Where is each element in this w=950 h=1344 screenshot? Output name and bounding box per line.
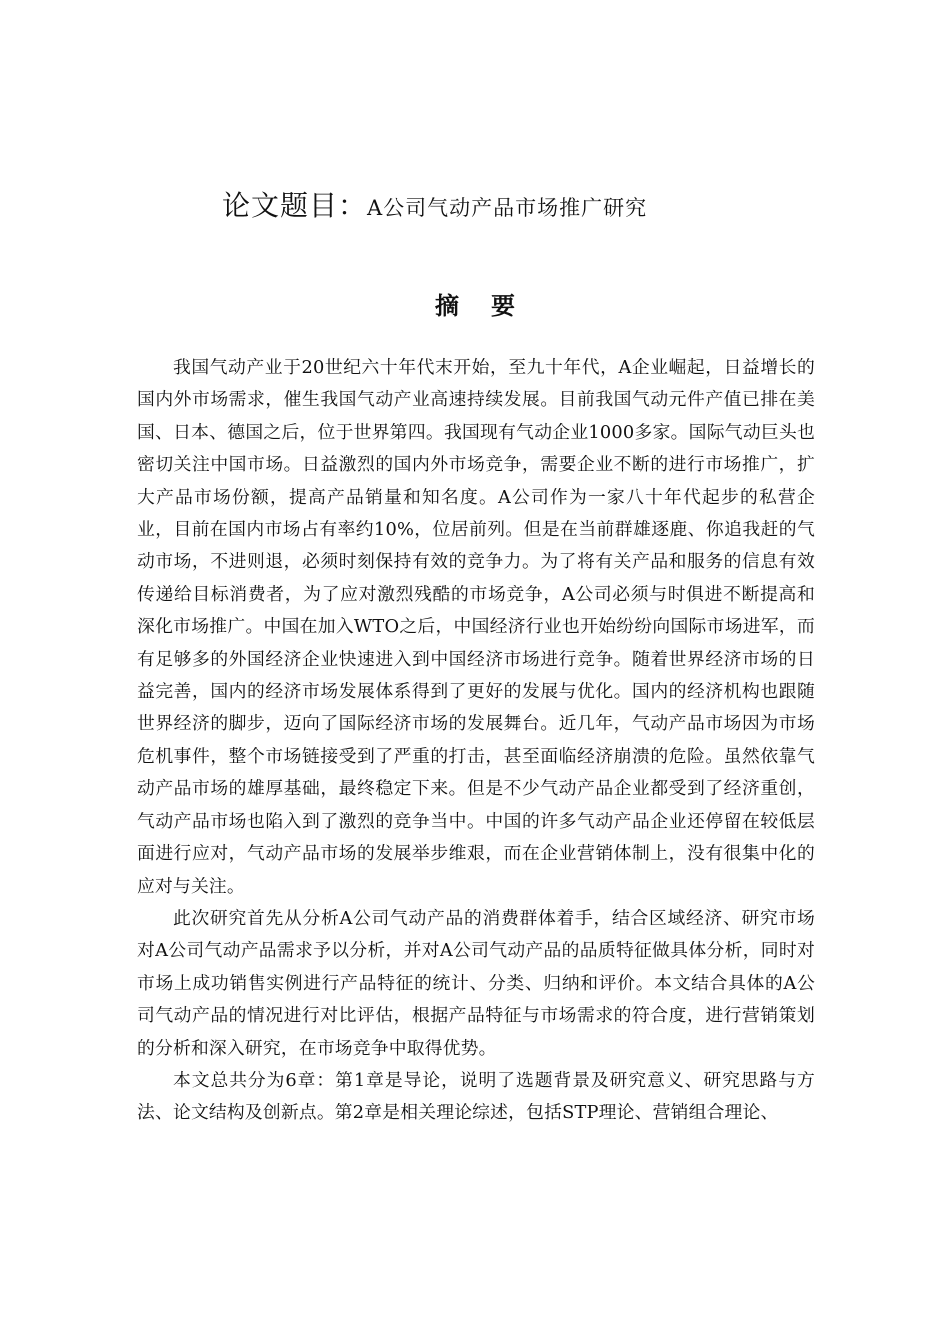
abstract-paragraph-3: 本文总共分为6章：第1章是导论，说明了选题背景及研究意义、研究思路与方法、论文结构及创新点。第2章是相关理论综述，包括STP理论、营销组合理论、	[137, 1069, 815, 1124]
thesis-title-label: 论文题目：	[222, 189, 368, 222]
thesis-title-line	[222, 186, 842, 230]
thesis-title-text: A公司气动产品市场推广研究	[367, 196, 648, 220]
abstract-paragraph-1: 我国气动产业于20世纪六十年代末开始，至九十年代，A企业崛起，日益增长的国内外市场需求，催生我国气动产业高速持续发展。目前我国气动元件产值已排在美国、日本、德国之后，位于世界第四。我国现有气动企业1000多家。国际气动巨头也密切关注中国市场。日益激烈的国内外市场竞争，需要企业不断的进行市场推广，扩大产品市场份额，提高产品销量和知名度。A公司作为一家八十年代起步的私营企业，目前在国内市场占有率约10%，位居前列。但是在当前群雄逐鹿、你追我赶的气动市场，不进则退，必须时刻保持有效的竞争力。为了将有关产品和服务的信息有效传递给目标消费者，为了应对激烈残酷的市场竞争，A公司必须与时俱进不断提高和深化市场推广。中国在加入WTO之后，中国经济行业也开始纷纷向国际市场进军，而有足够多的外国经济企业快速进入到中国经济市场进行竞争。随着世界经济市场的日益完善，国内的经济市场发展体系得到了更好的发展与优化。国内的经济机构也跟随世界经济的脚步，迈向了国际经济市场的发展舞台。近几年，气动产品市场因为市场危机事件，整个市场链接受到了严重的打击，甚至面临经济崩溃的危险。虽然依靠气动产品市场的雄厚基础，最终稳定下来。但是不少气动产品企业都受到了经济重创，气动产品市场也陷入到了激烈的竞争当中。中国的许多气动产品企业还停留在较低层面进行应对，气动产品市场的发展举步维艰，而在企业营销体制上，没有很集中化的应对与关注。	[137, 357, 815, 897]
abstract-body	[137, 352, 815, 1130]
abstract-heading: 摘要	[435, 291, 547, 320]
abstract-paragraph-2: 此次研究首先从分析A公司气动产品的消费群体着手，结合区域经济、研究市场对A公司气动产品需求予以分析，并对A公司气动产品的品质特征做具体分析，同时对市场上成功销售实例进行产品特征的统计、分类、归纳和评价。本文结合具体的A公司气动产品的情况进行对比评估，根据产品特征与市场需求的符合度，进行营销策划的分析和深入研究，在市场竞争中取得优势。	[137, 907, 815, 1059]
